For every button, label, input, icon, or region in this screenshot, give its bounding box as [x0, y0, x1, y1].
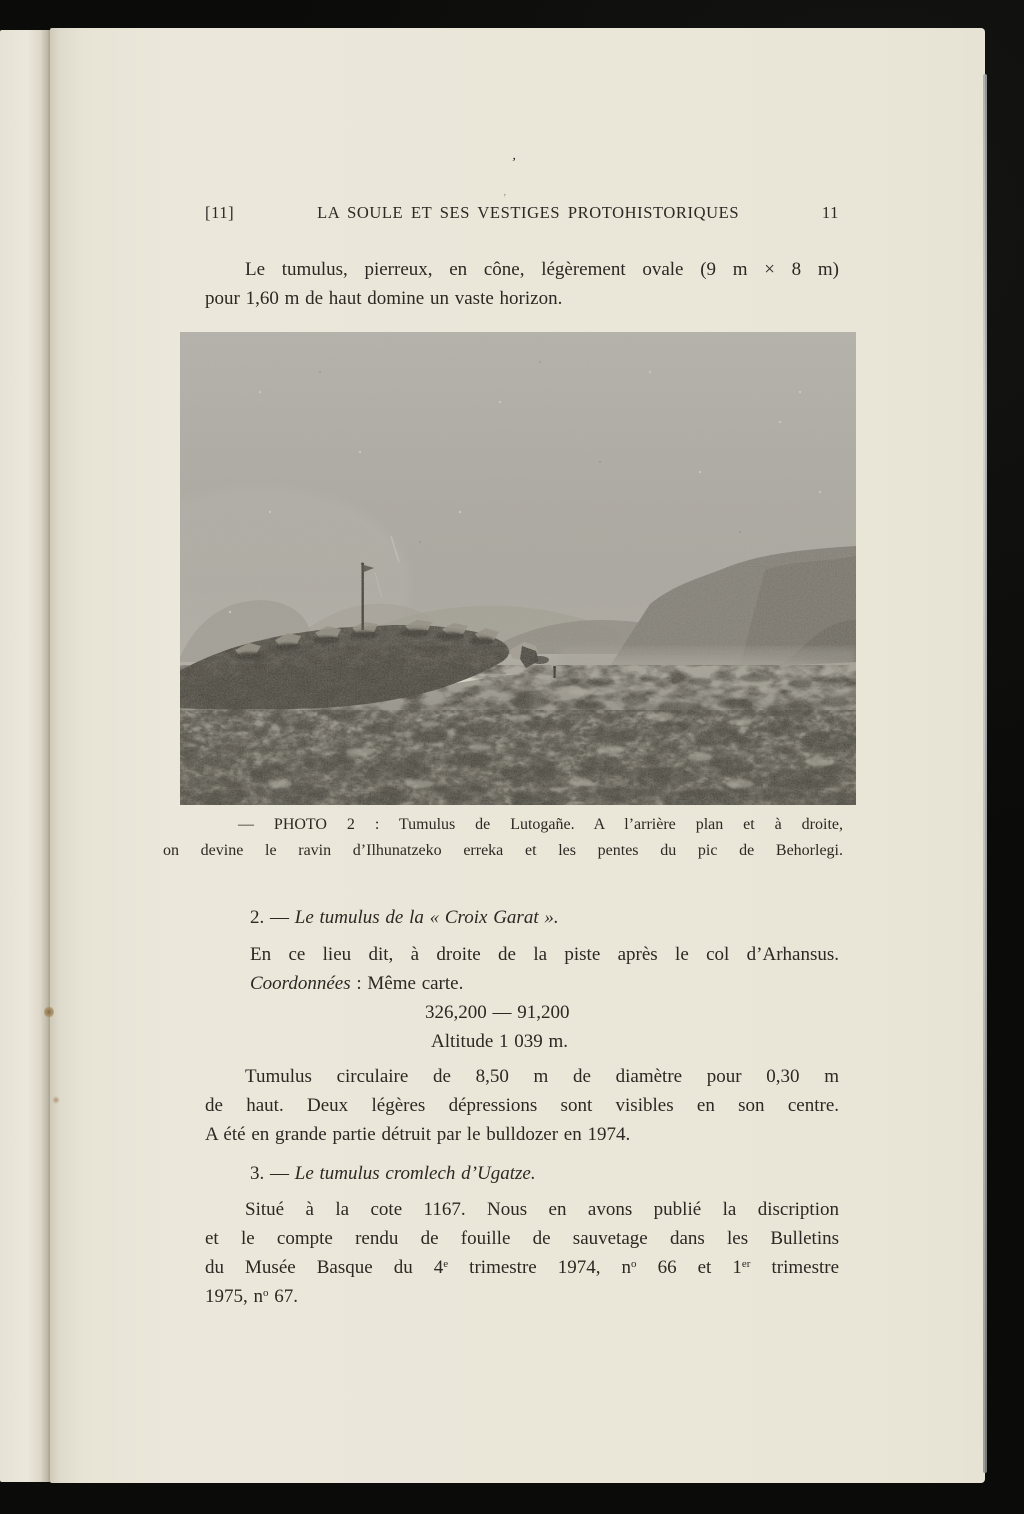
running-header [205, 203, 839, 223]
text-line: de haut. Deux légères dépressions sont visibles en son centre. [205, 1095, 839, 1116]
section-3-description [205, 1195, 839, 1311]
text-segment: du Musée Basque du 4 [205, 1257, 444, 1278]
coordinates-numbers: 326,200 — 91,200 [425, 1002, 570, 1023]
section-2-title: Le tumulus de la « Croix Garat ». [294, 907, 559, 928]
caption-line: — PHOTO 2 : Tumulus de Lutogañe. A l’arrière plan et à droite, [238, 816, 843, 833]
ink-mark-small: , [502, 185, 507, 199]
book-page [50, 28, 985, 1483]
tumulus-photo-art [180, 332, 856, 805]
superscript: o [263, 1287, 269, 1299]
header-title: LA SOULE ET SES VESTIGES PROTOHISTORIQUES [317, 203, 740, 222]
facing-page-edge [0, 30, 50, 1482]
text-segment: trimestre [750, 1257, 840, 1278]
text-line [205, 1253, 839, 1282]
coordinates-value: : Même carte. [350, 973, 464, 994]
text-line: En ce lieu dit, à droite de la piste après le col d’Arhansus. [250, 944, 839, 965]
ink-mark: ’ [509, 155, 517, 172]
photo-caption [163, 812, 843, 864]
section-2-heading [205, 903, 839, 932]
intro-paragraph [205, 255, 839, 313]
tumulus-photo [180, 332, 856, 805]
caption-line: on devine le ravin d’Ilhunatzeko erreka et les pentes du pic de Behorlegi. [163, 842, 843, 859]
text-line: A été en grande partie détruit par le bulldozer en 1974. [205, 1124, 631, 1145]
superscript: o [631, 1258, 637, 1270]
coordinates-line [205, 969, 839, 998]
text-line: pour 1,60 m de haut domine un vaste horizon. [205, 288, 563, 309]
text-line: Situé à la cote 1167. Nous en avons publié la discription [245, 1199, 839, 1220]
text-line: et le compte rendu de fouille de sauvetage dans les Bulletins [205, 1228, 839, 1249]
superscript: er [741, 1258, 751, 1270]
halftone-grain [180, 332, 856, 805]
header-article-ref: [11] [205, 203, 235, 222]
section-3-title: Le tumulus cromlech d’Ugatze. [294, 1163, 536, 1184]
section-2-number: 2. — [250, 907, 295, 928]
superscript: e [443, 1258, 449, 1270]
foxing-stain [44, 1006, 54, 1018]
text-line: Le tumulus, pierreux, en cône, légèrement ovale (9 m × 8 m) [245, 259, 839, 280]
section-3-heading [205, 1159, 839, 1188]
section-3-number: 3. — [250, 1163, 295, 1184]
text-line: Tumulus circulaire de 8,50 m de diamètre pour 0,30 m [245, 1066, 839, 1087]
text-segment: 66 et 1 [636, 1257, 742, 1278]
section-2-location [205, 940, 839, 969]
altitude-line: Altitude 1 039 m. [431, 1031, 569, 1052]
header-page-number: 11 [821, 203, 839, 222]
text-segment: 67. [268, 1286, 298, 1307]
text-line [205, 1282, 839, 1311]
text-segment: 1975, n [205, 1286, 263, 1307]
foxing-stain [52, 1096, 60, 1104]
coordinates-label: Coordonnées [250, 973, 351, 994]
text-segment: trimestre 1974, n [448, 1257, 632, 1278]
section-2-description [205, 1062, 839, 1149]
